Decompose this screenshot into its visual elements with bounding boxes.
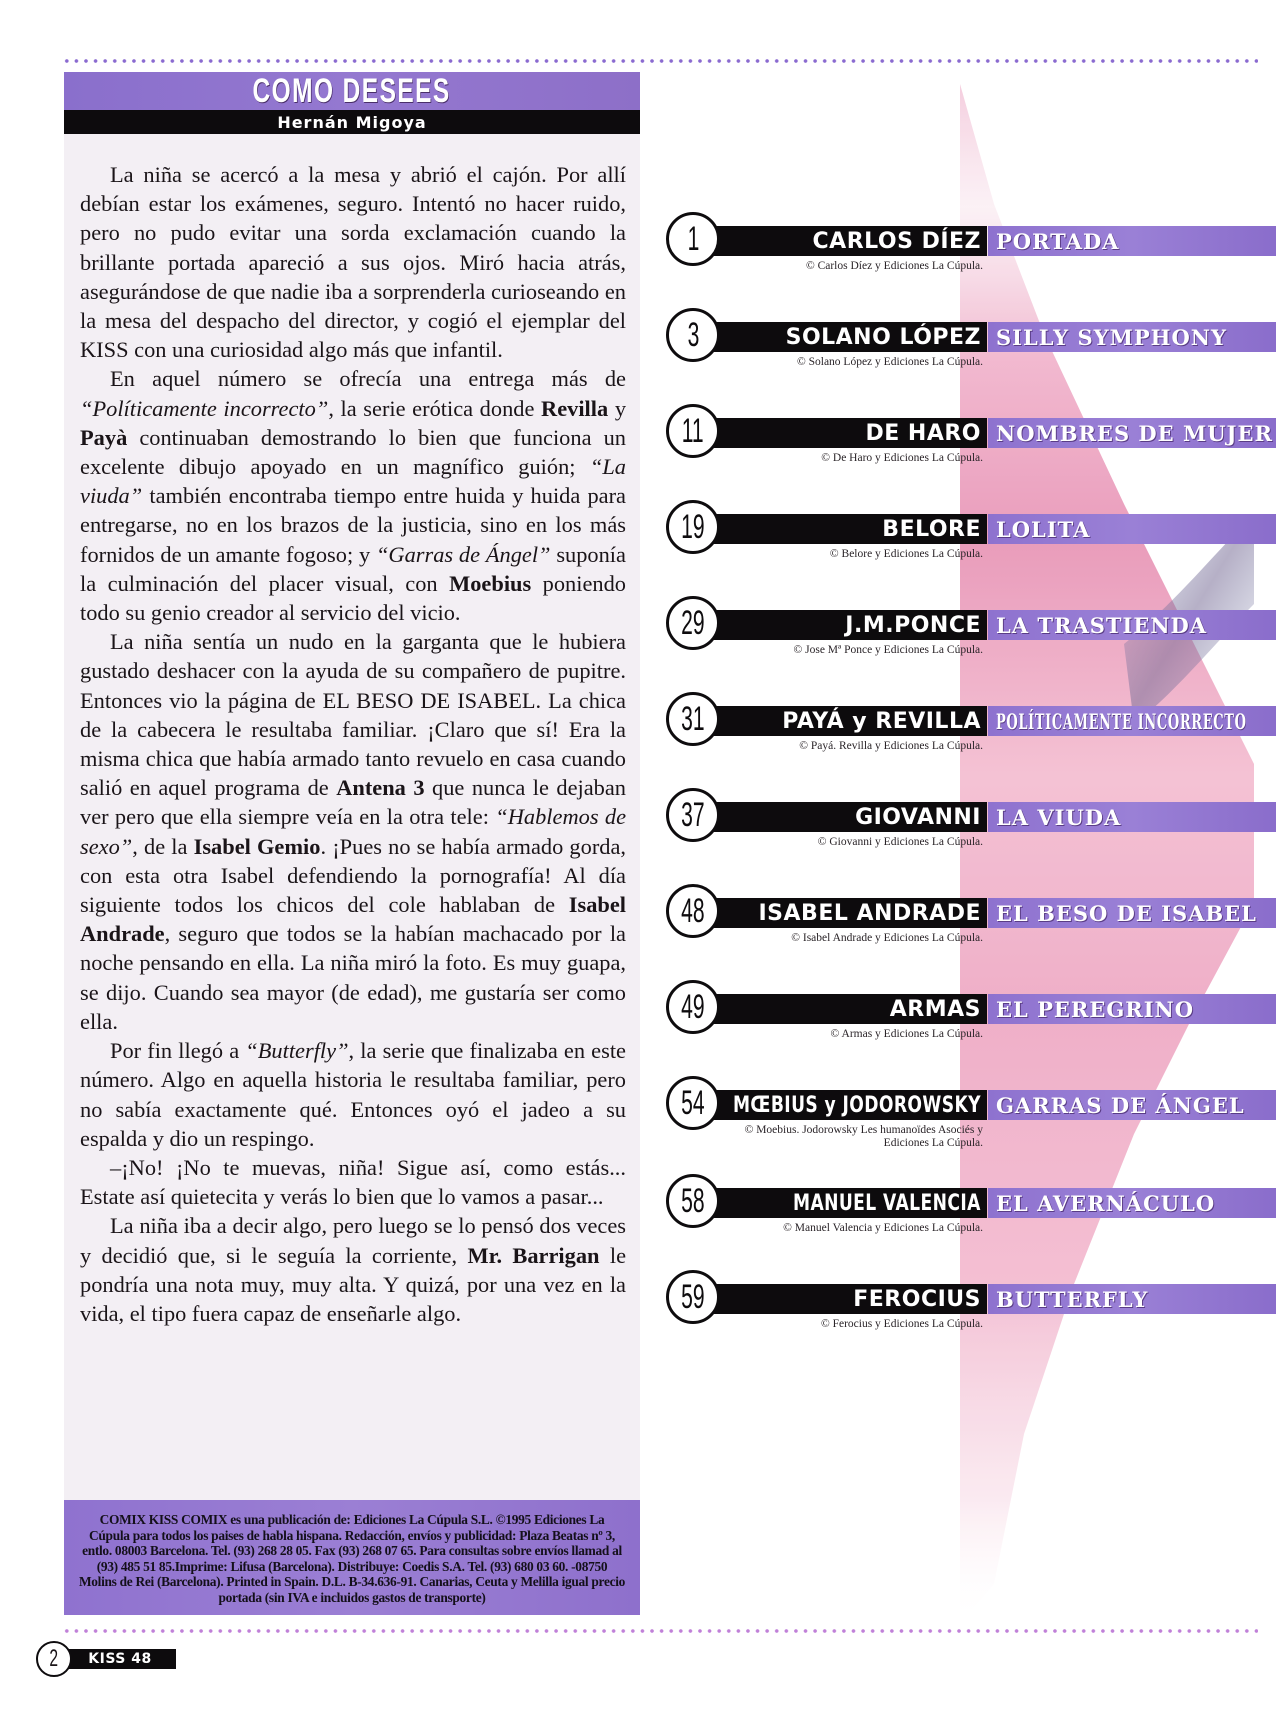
issue-tag: KISS 48 [64, 1649, 176, 1669]
article-paragraph [80, 1153, 626, 1211]
entry-author-bar [706, 610, 987, 640]
text-run: le pondría una nota muy, muy alta. Y quizá, por una vez en la vida, el tipo fuera capaz de enseñarle algo. [80, 1242, 627, 1326]
bottom-dotted-rule [62, 1628, 1258, 1634]
entry-series-title: EL AVERNÁCULO [996, 1190, 1216, 1216]
text-run: . ¡Pues no se había armado gorda, con esta otra Isabel defendiendo la pornografía! Al día siguiente todos los chicos del cole hablaban de [80, 833, 627, 918]
text-run: que nunca le dejaban ver pero que ella siempre veía en la otra tele: [80, 775, 627, 830]
text-run: , de la [132, 833, 194, 859]
page-number-circle [666, 212, 720, 266]
article-paragraph [80, 364, 626, 627]
text-run: La niña iba a decir algo, pero luego se lo pensó dos veces y decidió que, si le seguía la corriente, [80, 1213, 626, 1268]
bold-name: Payà [80, 424, 128, 450]
entry-copyright: © Giovanni y Ediciones La Cúpula. [817, 836, 983, 848]
article-paragraph [80, 627, 626, 1036]
entry-author: BELORE [882, 516, 981, 542]
entry-series-title: PORTADA [996, 228, 1120, 254]
page-number-circle [666, 1174, 720, 1228]
italic-title: “Butterfly” [245, 1038, 349, 1064]
entry-author-bar [706, 1284, 987, 1314]
page-number-circle [666, 308, 720, 362]
entry-page-number: 58 [681, 1181, 705, 1220]
italic-title: “La viuda” [80, 454, 626, 509]
entry-page-number: 59 [681, 1277, 705, 1316]
entry-author: DE HARO [865, 420, 981, 446]
italic-title: “Garras de Ángel” [375, 541, 551, 567]
article-author-bar [64, 110, 640, 134]
entry-author-bar [706, 994, 987, 1024]
page-number-circle [666, 980, 720, 1034]
entry-copyright: © De Haro y Ediciones La Cúpula. [821, 452, 983, 464]
text-run: La niña se acercó a la mesa y abrió el cajón. Por allí debían estar los exámenes, seguro. Intentó no hacer ruido, pero no pudo evitar una sorda exclamación cuando la brillante portada apareció a sus ojos. Miró hacia atrás, asegurándose de que nadie iba a sorprenderla curioseando en la mesa del despacho del director, y cogió el ejemplar del KISS con una curiosidad algo más que infantil. [80, 162, 626, 363]
contents-entry[interactable] [666, 698, 1256, 778]
entry-series-title: BUTTERFLY [996, 1286, 1149, 1312]
text-run: , la serie que finalizaba en este número. Algo en aquella historia le resultaba familiar, pero no sabía exactamente qué. Entonces oyó el jadeo a su espalda y dio un respingo. [80, 1038, 626, 1151]
colophon-box [64, 1500, 640, 1615]
contents-entry[interactable] [666, 1180, 1256, 1260]
entry-series-bar [988, 1188, 1276, 1218]
entry-page-number: 48 [681, 891, 705, 930]
entry-series-title: EL BESO DE ISABEL [996, 900, 1257, 926]
text-run: y [608, 395, 627, 421]
page-number-circle [666, 1076, 720, 1130]
contents-entry[interactable] [666, 1276, 1256, 1356]
text-run: poniendo todo su genio creador al servicio del vicio. [80, 570, 626, 626]
entry-series-title: POLÍTICAMENTE INCORRECTO [996, 708, 1247, 734]
entry-series-bar [988, 898, 1276, 928]
page-number-circle [666, 500, 720, 554]
article-column [64, 72, 640, 1615]
text-run: , seguro que todos se la habían machacado por la noche pensando en ella. La niña miró la foto. Es muy guapa, se dijo. Cuando sea mayor (de edad), me gustaría ser como ella. [80, 921, 626, 1034]
entry-page-number: 29 [681, 603, 705, 642]
entry-author: MANUEL VALENCIA [793, 1190, 981, 1216]
entry-series-title: LA VIUDA [996, 804, 1122, 830]
entry-copyright: © Solano López y Ediciones La Cúpula. [797, 356, 983, 368]
bold-name: Isabel Gemio [193, 833, 321, 859]
entry-author-bar [706, 1090, 987, 1120]
article-paragraph [80, 1211, 626, 1328]
entry-series-bar [988, 610, 1276, 640]
entry-author: FEROCIUS [853, 1286, 981, 1312]
text-run: La niña sentía un nudo en la garganta que le hubiera gustado deshacer con la ayuda de su compañero de pupitre. Entonces vio la página de EL BESO DE ISABEL. La chica de la cabecera le resultaba familiar. ¡Claro que sí! Era la misma chica que había armado tanto revuelo en casa cuando salió en aquel programa de [80, 629, 626, 801]
text-run: En aquel número se ofrecía una entrega más de [110, 366, 626, 392]
entry-series-bar [988, 802, 1276, 832]
entry-author-bar [706, 322, 987, 352]
entry-author: J.M.PONCE [845, 612, 981, 638]
article-body [80, 160, 626, 1328]
page-number-circle [666, 884, 720, 938]
entry-series-title: LOLITA [996, 516, 1091, 542]
article-author: Hernán Migoya [277, 112, 427, 132]
contents-entry[interactable] [666, 890, 1256, 970]
entry-author: ISABEL ANDRADE [758, 900, 981, 926]
entry-series-title: EL PEREGRINO [996, 996, 1195, 1022]
entry-copyright: © Payá. Revilla y Ediciones La Cúpula. [799, 740, 983, 752]
text-run: , la serie erótica donde [328, 395, 542, 421]
entry-copyright: © Jose Mª Ponce y Ediciones La Cúpula. [793, 644, 983, 656]
entry-series-bar [988, 1090, 1276, 1120]
page-number-circle [666, 692, 720, 746]
page-number-circle [36, 1641, 72, 1677]
colophon-text: COMIX KISS COMIX es una publicación de: Ediciones La Cúpula S.L. ©1995 Ediciones La Cúpula para todos los paises de habla hispana. Redacción, envíos y publicidad: Plaza Beatas nº 3, entlo. 08003 Barcelona. Tel. (93) 268 28 05. Fax (93) 268 07 65. Para consultas sobre envíos llamad al (93) 485 51 85.Imprime: Lifusa (Barcelona). Distribuye: Coedis S.A. Tel. (93) 680 03 60. -08750 Molins de Rei (Barcelona). Printed in Spain. D.L. B-34.636-91. Canarias, Ceuta y Melilla igual precio portada (sin IVA e incluidos gastos de transporte) [78, 1512, 626, 1605]
italic-title: “Hablemos de sexo” [80, 804, 627, 859]
contents-entry[interactable] [666, 506, 1256, 586]
bold-name: Mr. Barrigan [467, 1242, 600, 1268]
entry-series-bar [988, 514, 1276, 544]
italic-title: “Políticamente incorrecto” [80, 395, 329, 421]
entry-page-number: 54 [681, 1083, 705, 1122]
contents-entry[interactable] [666, 986, 1256, 1066]
entry-page-number: 49 [681, 987, 705, 1026]
page-number: 2 [49, 1645, 59, 1672]
contents-entry[interactable] [666, 314, 1256, 394]
entry-series-bar [988, 226, 1276, 256]
entry-series-title: NOMBRES DE MUJER [996, 420, 1273, 446]
bold-name: Isabel Andrade [80, 892, 626, 947]
entry-author-bar [706, 514, 987, 544]
entry-series-title: SILLY SYMPHONY [996, 324, 1227, 350]
entry-author: MŒBIUS y JODOROWSKY [732, 1092, 981, 1118]
entry-copyright: © Isabel Andrade y Ediciones La Cúpula. [791, 932, 983, 944]
article-paragraph [80, 1036, 626, 1153]
entry-page-number: 3 [687, 315, 699, 354]
entry-copyright: © Carlos Díez y Ediciones La Cúpula. [805, 260, 983, 272]
top-dotted-rule [62, 58, 1258, 64]
entry-copyright: © Ferocius y Ediciones La Cúpula. [820, 1318, 983, 1330]
entry-author-bar [706, 226, 987, 256]
entry-page-number: 19 [681, 507, 705, 546]
entry-author-bar [706, 802, 987, 832]
text-run: Por fin llegó a [110, 1038, 246, 1064]
entry-author-bar [706, 898, 987, 928]
page-number-circle [666, 1270, 720, 1324]
entry-copyright: © Armas y Ediciones La Cúpula. [830, 1028, 983, 1040]
bold-name: Moebius [449, 570, 532, 596]
entry-series-bar [988, 322, 1276, 352]
entry-author: GIOVANNI [855, 804, 981, 830]
text-run: continuaban demostrando lo bien que funciona un excelente dibujo apoyado en un magnífico guión; [80, 424, 626, 480]
entry-page-number: 37 [681, 795, 705, 834]
contents-entry[interactable] [666, 602, 1256, 682]
entry-series-bar [988, 1284, 1276, 1314]
article-title-bar [64, 72, 640, 110]
entry-copyright: © Manuel Valencia y Ediciones La Cúpula. [783, 1222, 983, 1234]
text-run: también encontraba tiempo entre huida y huida para entregarse, no en los brazos de la justicia, sino en los más fornidos de un amante fogoso; y [80, 483, 626, 567]
entry-copyright: © Moebius. Jodorowsky Les humanoïdes Asociés y Ediciones La Cúpula. [744, 1124, 983, 1149]
article-title: COMO DESEES [252, 71, 452, 110]
entry-series-bar [988, 418, 1276, 448]
bold-name: Antena 3 [336, 775, 425, 801]
entry-author-bar [706, 1188, 987, 1218]
contents-entry[interactable] [666, 218, 1256, 298]
entry-page-number: 31 [681, 699, 705, 738]
text-run: suponía la culminación del placer visual, con [80, 541, 626, 596]
entry-author: CARLOS DÍEZ [812, 228, 981, 254]
entry-author-bar [706, 706, 987, 736]
entry-copyright: © Belore y Ediciones La Cúpula. [829, 548, 983, 560]
entry-author-bar [706, 418, 987, 448]
entry-author: ARMAS [889, 996, 981, 1022]
contents-entry[interactable] [666, 1082, 1256, 1162]
bold-name: Revilla [541, 395, 609, 421]
entry-series-title: GARRAS DE ÁNGEL [996, 1092, 1245, 1118]
page-number-circle [666, 596, 720, 650]
entry-series-bar [988, 994, 1276, 1024]
text-run: –¡No! ¡No te muevas, niña! Sigue así, como estás... Estate así quietecita y verás lo bien que lo vamos a pasar... [80, 1154, 626, 1210]
page-number-circle [666, 404, 720, 458]
entry-page-number: 1 [687, 219, 699, 258]
entry-author: SOLANO LÓPEZ [785, 324, 981, 350]
contents-entry[interactable] [666, 410, 1273, 490]
entry-series-title: LA TRASTIENDA [996, 612, 1208, 638]
contents-entry[interactable] [666, 794, 1256, 874]
entry-series-bar [988, 706, 1276, 736]
article-paragraph [80, 160, 626, 364]
entry-author: PAYÁ y REVILLA [782, 708, 981, 734]
page-number-circle [666, 788, 720, 842]
entry-page-number: 11 [682, 411, 704, 450]
